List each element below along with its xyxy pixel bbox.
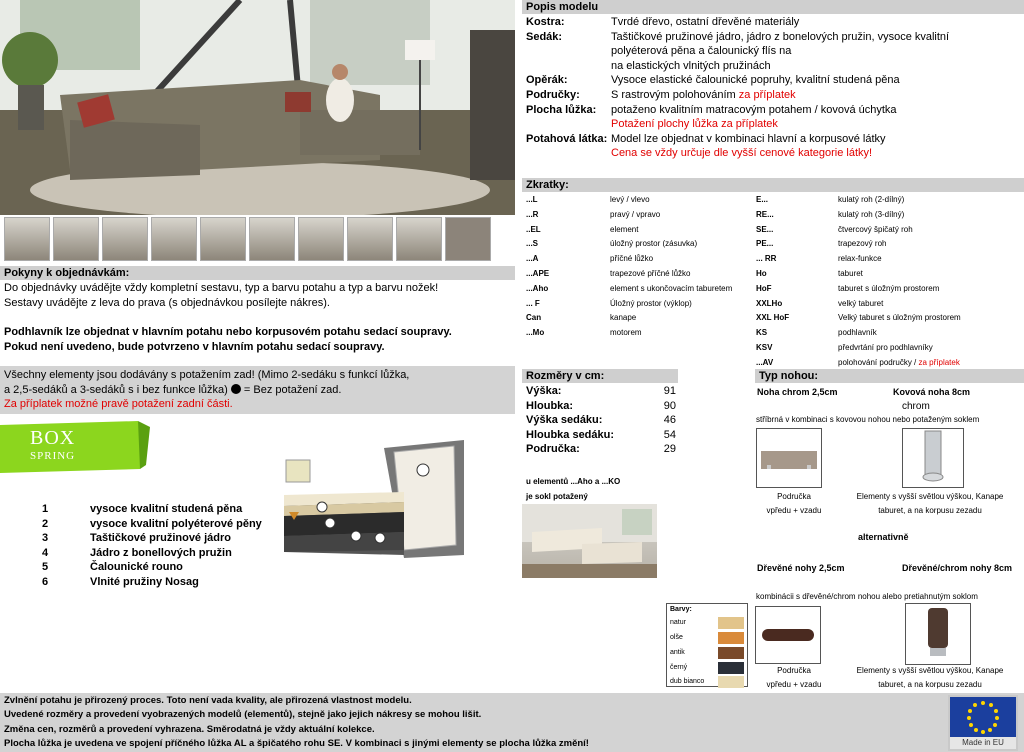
- layer-number: 3: [42, 532, 49, 545]
- abbrev-surcharge: za příplatek: [918, 357, 960, 367]
- abbrev-text: relax-funkce: [838, 254, 882, 264]
- abbrev-text: čtvercový špičatý roh: [838, 224, 913, 234]
- abbrev-text: element: [610, 224, 639, 234]
- frame-label: Kostra:: [526, 16, 565, 28]
- abbrev-text: kanape: [610, 313, 637, 323]
- dim-value: 46: [663, 414, 676, 427]
- fabric-price-note: Cena se vždy určuje dle vyšší cenové kategorie látky!: [611, 147, 873, 160]
- color-name: dub bianco: [670, 677, 705, 685]
- order-header: Pokyny k objednávkám:: [0, 266, 515, 280]
- abbrev-header: Zkratky:: [522, 178, 1024, 192]
- legs-header: Typ nohou:: [755, 369, 1024, 383]
- leg-d-image: [905, 603, 971, 665]
- abbrev-text: taburet s úložným prostorem: [838, 283, 940, 293]
- color-name: olše: [670, 633, 683, 641]
- color-swatch-antik[interactable]: [718, 647, 744, 659]
- dim-label: Područka:: [526, 443, 580, 456]
- leg-alt-label: alternativně: [858, 532, 909, 542]
- leg-c-caption-2: vpředu + vzadu: [766, 680, 822, 689]
- dim-value: 91: [663, 385, 676, 397]
- sofa-room-illustration: [0, 0, 515, 215]
- fabric-label: Potahová látka:: [526, 132, 608, 145]
- order-line-4: Pokud není uvedeno, bude potvrzeno v hlavním potahu sedací soupravy.: [4, 340, 385, 353]
- thumbnail[interactable]: [298, 217, 344, 261]
- model-header: Popis modelu: [522, 0, 1024, 14]
- abbrev-text: trapezový roh: [838, 239, 887, 249]
- abbrev-code: ...Aho: [526, 283, 549, 293]
- leg-b-caption: [848, 490, 1012, 518]
- leg-c-caption: [756, 664, 832, 692]
- abbrev-text: pravý / vpravo: [610, 209, 661, 219]
- abbrev-code: KS: [756, 328, 768, 338]
- seat-value-3: na elastických vlnitých pružinách: [611, 59, 771, 72]
- dims-note-1: u elementů ...Aho a ...KO: [526, 477, 621, 486]
- seat-label: Sedák:: [526, 30, 563, 43]
- layer-text: vysoce kvalitní studená pěna: [90, 503, 243, 515]
- thumbnail[interactable]: [4, 217, 50, 261]
- thumbnail-strip: [4, 217, 514, 261]
- leg-a-title: Noha chrom 2,5cm: [757, 387, 838, 397]
- leg-c-image: [755, 606, 821, 664]
- color-swatch-natur[interactable]: [718, 617, 744, 629]
- layers-list: [42, 502, 282, 590]
- abbrev-text: příčné lůžko: [610, 254, 654, 264]
- abbrev-text: velký taburet: [838, 298, 884, 308]
- abbrev-text: motorem: [610, 328, 642, 338]
- leg-d-caption: [848, 664, 1012, 692]
- notice-line-1: Všechny elementy jsou dodávány s potažením zad! (Mimo 2-sedáku s funkcí lůžka,: [4, 369, 410, 381]
- bed-surcharge: Potažení plochy lůžka za příplatek: [611, 118, 778, 131]
- leg-a-caption: [756, 490, 832, 518]
- layer-number: 6: [42, 575, 49, 588]
- abbrev-code: SE...: [756, 224, 774, 234]
- seat-value: Taštičkové pružinové jádro, jádro z bonelových pružin, vysoce kvalitní: [611, 30, 950, 43]
- abbrev-code: ...AV: [756, 357, 774, 367]
- thumbnail[interactable]: [249, 217, 295, 261]
- thumbnail[interactable]: [200, 217, 246, 261]
- leg-d-title: Dřevěné/chrom nohy 8cm: [902, 563, 1013, 573]
- notice-line-2: a 2,5-sedáků a 3-sedáků s i bez funkce lůžka): [4, 383, 228, 396]
- abbrev-text: taburet: [838, 268, 863, 278]
- leg-b-caption-2: taburet, a na korpusu zezadu: [878, 506, 982, 515]
- leg-c-caption-1: Područka: [777, 666, 811, 675]
- dim-value: 29: [663, 443, 676, 456]
- footer-line-2: Uvedené rozměry a provedení vyobrazených modelů (elementů), stejně jako jejich nákresy se mohou lišit.: [4, 709, 482, 721]
- order-instructions: [4, 281, 515, 354]
- abbrev-code: ...R: [526, 209, 539, 219]
- abbrev-code: RE...: [756, 209, 774, 219]
- footer-line-1: Zvlnění potahu je přirozený proces. Toto není vada kvality, ale přirozená vlastnost modelu.: [4, 695, 412, 706]
- leg-a-caption-1: Područka: [777, 492, 811, 501]
- thumbnail[interactable]: [102, 217, 148, 261]
- abbrev-code: ... F: [526, 298, 540, 308]
- element-photo: [522, 504, 657, 578]
- leg-a-caption-2: vpředu + vzadu: [766, 506, 822, 515]
- notice-line-3: Za příplatek možné pravě potažení zadní části.: [4, 398, 233, 411]
- dims-note: [526, 474, 620, 504]
- color-swatch-dub-bianco[interactable]: [718, 676, 744, 688]
- leg-b-title: Kovová noha 8cm: [893, 387, 971, 397]
- seat-cutaway-diagram: [284, 440, 470, 570]
- color-name: antik: [670, 648, 685, 656]
- dim-value: 90: [663, 399, 676, 412]
- notice-line-2b: = Bez potažení zad.: [243, 383, 342, 396]
- eu-stars-icon: [950, 697, 1016, 737]
- abbrev-code: XXL HoF: [756, 313, 790, 323]
- model-description: [526, 15, 1021, 161]
- abbrev-text: polohování područky /: [838, 357, 919, 367]
- abbrev-left-list: [526, 193, 756, 341]
- abbrev-text: předvrtání pro podhlavníky: [838, 342, 933, 352]
- footer-line-4: Plocha lůžka je uvedena ve spojení příčného lůžka AL a špičatého rohu SE. V kombinaci s jinými elementy se plocha lůžka změní!: [4, 737, 589, 749]
- leg-d-caption-1: Elementy s vyšší světlou výškou, Kanape: [856, 666, 1004, 675]
- frame-value: Tvrdé dřevo, ostatní dřevěné materiály: [611, 16, 800, 28]
- box-text: BOX: [30, 427, 76, 449]
- abbrev-code: ..EL: [526, 224, 541, 234]
- dim-label: Hloubka sedáku:: [526, 428, 615, 441]
- abbrev-code: HoF: [756, 283, 772, 293]
- layer-text: vysoce kvalitní polyéterové pěny: [90, 517, 262, 530]
- box-spring-logo: [0, 421, 150, 473]
- layer-text: Taštičkové pružinové jádro: [90, 532, 232, 545]
- order-line-2: Sestavy uvádějte z leva do prava (s objednávkou posílejte nákres).: [4, 296, 330, 309]
- thumbnail[interactable]: [396, 217, 442, 261]
- leg-c-title: Dřevěné nohy 2,5cm: [757, 563, 845, 573]
- layer-number: 4: [42, 546, 49, 559]
- abbrev-code: XXLHo: [756, 298, 783, 308]
- abbrev-code: E...: [756, 195, 769, 204]
- order-line-3: Podhlavník lze objednat v hlavním potahu nebo korpusovém potahu sedací soupravy.: [4, 326, 452, 339]
- abbrev-text: kulatý roh (3-dílný): [838, 209, 905, 219]
- seat-value-2: polyéterová pěna a čalounický flís na: [611, 45, 792, 58]
- leg-desc-1: stříbrná v kombinaci s kovovou nohou nebo potaženým soklem: [756, 415, 980, 424]
- dim-label: Hloubka:: [526, 399, 574, 412]
- leg-d-caption-2: taburet, a na korpusu zezadu: [878, 680, 982, 689]
- armrest-value: S rastrovým polohováním: [611, 88, 739, 101]
- dim-label: Výška:: [526, 385, 562, 397]
- layer-text: Jádro z bonellových pružin: [90, 546, 232, 559]
- color-swatch-cerny[interactable]: [718, 662, 744, 674]
- layer-number: 5: [42, 561, 49, 574]
- abbrev-code: ...L: [526, 195, 538, 204]
- dim-value: 54: [663, 428, 676, 441]
- layer-text: Čalounické rouno: [90, 561, 183, 574]
- wood-colors-panel: [666, 603, 748, 687]
- leg-desc-2: kombinácii s dřevěné/chrom nohou alebo pretiahnutým soklom: [756, 592, 978, 601]
- abbrev-code: ... RR: [756, 254, 777, 264]
- abbrev-code: Ho: [756, 268, 767, 278]
- leg-b-subtitle: chrom: [902, 401, 930, 412]
- dims-table: [526, 384, 676, 457]
- leg-a-image: [756, 428, 822, 488]
- dims-header: Rozměry v cm:: [522, 369, 678, 383]
- fabric-swatch-thumbnail[interactable]: [445, 217, 491, 261]
- thumbnail[interactable]: [53, 217, 99, 261]
- abbrev-text: Úložný prostor (výklop): [610, 298, 692, 308]
- leg-b-caption-1: Elementy s vyšší světlou výškou, Kanape: [856, 492, 1004, 501]
- hero-photo: [0, 0, 515, 215]
- color-swatch-olse[interactable]: [718, 632, 744, 644]
- abbrev-text: podhlavník: [838, 328, 877, 338]
- abbrev-text: element s ukončovacím taburetem: [610, 283, 733, 293]
- abbrev-code: ...APE: [526, 268, 550, 278]
- layer-number: 2: [42, 517, 49, 530]
- spring-text: SPRING: [30, 450, 76, 462]
- color-name: natur: [670, 618, 686, 626]
- leg-b-image: [902, 428, 964, 488]
- back-label: Opěrák:: [526, 74, 568, 87]
- abbrev-right-list: [756, 193, 1024, 371]
- color-name: černý: [670, 663, 688, 671]
- dims-note-2: je sokl potažený: [526, 492, 588, 501]
- abbrev-text: levý / vlevo: [610, 195, 650, 204]
- back-cover-notice: [0, 366, 515, 414]
- black-dot-icon: [231, 384, 241, 394]
- abbrev-code: KSV: [756, 342, 773, 352]
- footer-notes: [0, 693, 940, 752]
- armrest-label: Područky:: [526, 88, 580, 101]
- abbrev-code: ...A: [526, 254, 539, 264]
- fabric-value: Model lze objednat v kombinaci hlavní a korpusové látky: [611, 132, 886, 145]
- abbrev-text: Velký taburet s úložným prostorem: [838, 313, 961, 323]
- abbrev-code: PE...: [756, 239, 774, 249]
- armrest-surcharge: za příplatek: [738, 88, 796, 101]
- layer-number: 1: [42, 503, 49, 515]
- dim-label: Výška sedáku:: [526, 414, 603, 427]
- back-value: Vysoce elastické čalounické popruhy, kvalitní studená pěna: [611, 74, 900, 87]
- order-line-1: Do objednávky uvádějte vždy kompletní sestavu, typ a barvu potahu a typ a barvu nožek!: [4, 282, 439, 294]
- colors-title: Barvy:: [670, 606, 692, 613]
- layer-text: Vlnité pružiny Nosag: [90, 575, 199, 588]
- abbrev-text: úložný prostor (zásuvka): [610, 239, 698, 249]
- abbrev-code: Can: [526, 313, 542, 323]
- made-in-eu-text: Made in EU: [950, 737, 1016, 749]
- abbrev-code: ...Mo: [526, 328, 545, 338]
- thumbnail[interactable]: [347, 217, 393, 261]
- abbrev-text: trapezové příčné lůžko: [610, 268, 691, 278]
- bed-label: Plocha lůžka:: [526, 103, 597, 116]
- bed-value: potaženo kvalitním matracovým potahem / kovová úchytka: [611, 103, 897, 116]
- made-in-eu-badge: [948, 695, 1018, 751]
- abbrev-code: ...S: [526, 239, 539, 249]
- abbrev-text: kulatý roh (2-dílný): [838, 195, 905, 204]
- footer-line-3: Změna cen, rozměrů a provedení vyhrazena. Směrodatná je vždy aktuální kolekce.: [4, 723, 375, 735]
- thumbnail[interactable]: [151, 217, 197, 261]
